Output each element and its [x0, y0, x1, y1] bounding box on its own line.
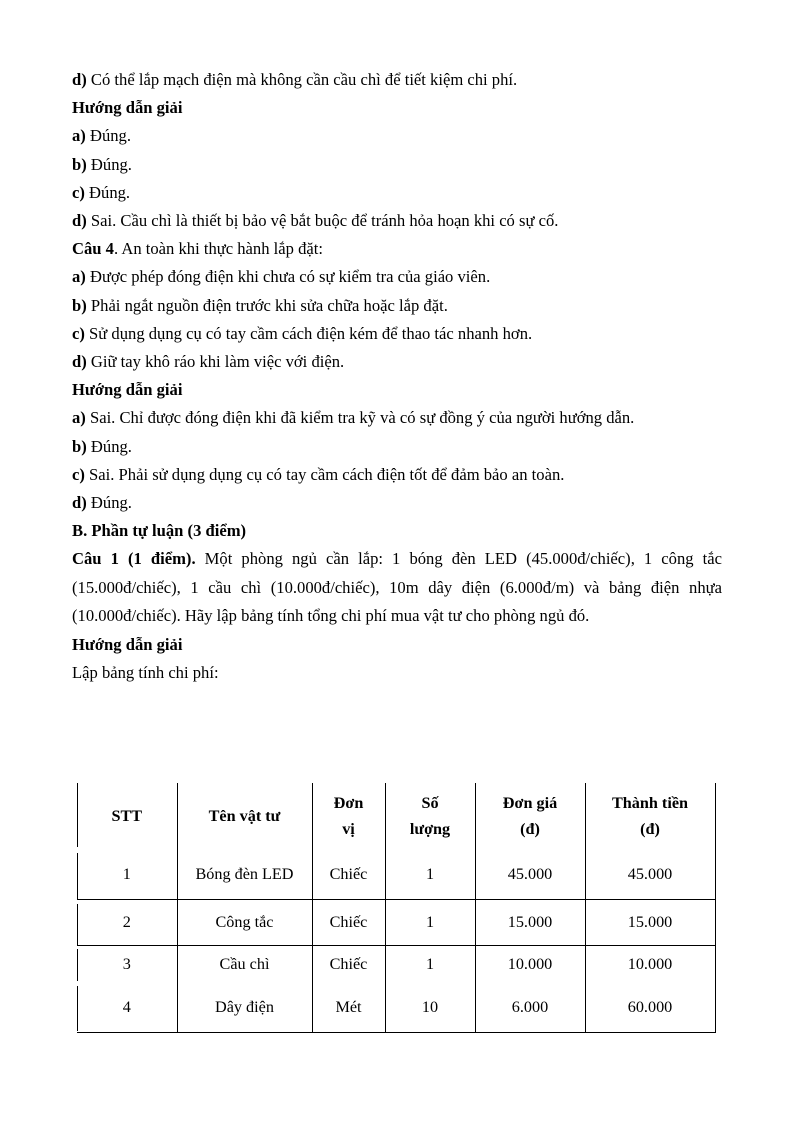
header-line-2: (đ)	[520, 820, 540, 838]
table-header-cell-don-vi	[312, 783, 385, 849]
essay-question-1	[72, 545, 722, 630]
answer-line-q4-ans-b	[72, 433, 722, 461]
header-line-1: Số	[421, 794, 439, 812]
essay-question-text: Một phòng ngủ cần lắp: 1 bóng đèn LED (45.000đ/chiếc), 1 công tắc (15.000đ/chiếc), 1 cầu chì (10.000đ/chiếc), 10m dây điện (6.000đ/m) và bảng điện nhựa (10.000đ/chiếc). Hãy lập bảng tính tổng chi phí mua vật tư cho phòng ngủ đó.	[72, 549, 722, 626]
cell-so-luong: 10	[385, 982, 475, 1033]
answer-line-q3-ans-a	[72, 122, 722, 150]
answer-line-q4-a	[72, 263, 722, 291]
header-line-2: (đ)	[640, 820, 660, 838]
answer-line-q4-ans-d	[72, 489, 722, 517]
answer-text: Đúng.	[84, 182, 131, 202]
answer-prefix: c)	[72, 323, 85, 343]
cell-ten-vat-tu: Công tắc	[177, 900, 312, 946]
question-text: . An toàn khi thực hành lắp đặt:	[113, 239, 323, 259]
cell-stt: 4	[77, 982, 177, 1033]
answer-line-q4-b	[72, 292, 722, 320]
heading-huong-dan-giai-3	[72, 631, 722, 659]
cell-don-gia: 6.000	[475, 982, 585, 1033]
answer-text: Sai. Cầu chì là thiết bị bảo vệ bắt buộc để tránh hỏa hoạn khi có sự cố.	[86, 211, 559, 231]
cell-don-vi: Chiếc	[312, 849, 385, 900]
cell-don-vi: Mét	[312, 982, 385, 1033]
answer-line-q4-ans-a	[72, 404, 722, 432]
table-row	[77, 900, 715, 946]
header-line-1: Đơn	[333, 794, 364, 812]
cell-ten-vat-tu: Cầu chì	[177, 946, 312, 983]
table-left-border-segment-row4	[77, 986, 78, 1031]
section-heading-b	[72, 517, 722, 545]
answer-text: Đúng.	[85, 126, 131, 146]
answer-prefix: a)	[72, 408, 86, 428]
answer-text: Giữ tay khô ráo khi làm việc với điện.	[86, 352, 345, 372]
answer-prefix: d)	[72, 493, 87, 513]
header-line-2: vị	[342, 820, 355, 838]
header-line-1: Thành tiền	[611, 794, 689, 812]
cost-table	[77, 783, 716, 1033]
answer-text: Được phép đóng điện khi chưa có sự kiểm tra của giáo viên.	[85, 267, 491, 287]
answer-line-q4-c	[72, 320, 722, 348]
cell-so-luong: 1	[385, 900, 475, 946]
table-left-border-segment-row1	[77, 853, 78, 900]
table-row	[77, 849, 715, 900]
answer-text: Sai. Phải sử dụng dụng cụ có tay cầm cách điện tốt để đảm bảo an toàn.	[84, 464, 565, 484]
table-header-cell-ten-vat-tu	[177, 783, 312, 849]
table-header-cell-so-luong	[385, 783, 475, 849]
cell-don-gia: 15.000	[475, 900, 585, 946]
cell-stt: 2	[77, 900, 177, 946]
answer-prefix: b)	[72, 154, 87, 174]
table-left-border-segment-header	[77, 783, 78, 847]
cell-don-gia: 10.000	[475, 946, 585, 983]
answer-prefix: c)	[72, 182, 85, 202]
answer-line-q3-d	[72, 66, 722, 94]
table-header-cell-don-gia	[475, 783, 585, 849]
cell-thanh-tien: 15.000	[585, 900, 715, 946]
cell-stt: 3	[77, 946, 177, 983]
cell-thanh-tien: 45.000	[585, 849, 715, 900]
answer-prefix: b)	[72, 295, 87, 315]
answer-text: Có thể lắp mạch điện mà không cần cầu chì để tiết kiệm chi phí.	[86, 70, 518, 89]
cell-stt: 1	[77, 849, 177, 900]
answer-line-q4-ans-c	[72, 461, 722, 489]
cell-thanh-tien: 10.000	[585, 946, 715, 983]
table-intro-text: Lập bảng tính chi phí:	[72, 662, 219, 682]
table-row	[77, 946, 715, 983]
answer-prefix: d)	[72, 70, 87, 89]
heading-text: Hướng dẫn giải	[72, 380, 183, 400]
essay-question-label: Câu 1 (1 điểm).	[72, 549, 196, 569]
cell-thanh-tien: 60.000	[585, 982, 715, 1033]
answer-line-q3-ans-d	[72, 207, 722, 235]
heading-text: Hướng dẫn giải	[72, 634, 183, 654]
heading-text: Hướng dẫn giải	[72, 98, 183, 118]
heading-huong-dan-giai-1	[72, 94, 722, 122]
header-line-1: Đơn giá	[502, 794, 558, 812]
cost-table-container	[77, 783, 715, 1031]
cell-so-luong: 1	[385, 849, 475, 900]
table-header-row	[77, 783, 715, 849]
table-row	[77, 982, 715, 1033]
table-left-border-segment-row3	[77, 949, 78, 981]
answer-prefix: b)	[72, 436, 87, 456]
answer-prefix: c)	[72, 464, 85, 484]
answer-line-q3-ans-c	[72, 179, 722, 207]
question-title-cau-4	[72, 235, 722, 263]
table-header-cell-thanh-tien	[585, 783, 715, 849]
heading-huong-dan-giai-2	[72, 376, 722, 404]
answer-line-q4-d	[72, 348, 722, 376]
question-number: Câu 4	[72, 239, 114, 259]
cell-ten-vat-tu: Bóng đèn LED	[177, 849, 312, 900]
table-left-border-segment-row2	[77, 904, 78, 945]
cell-so-luong: 1	[385, 946, 475, 983]
cell-don-vi: Chiếc	[312, 900, 385, 946]
answer-line-q3-ans-b	[72, 151, 722, 179]
header-line-1: Tên vật tư	[208, 807, 281, 825]
answer-text: Phải ngắt nguồn điện trước khi sửa chữa hoặc lắp đặt.	[86, 295, 448, 315]
answer-prefix: d)	[72, 211, 87, 231]
section-heading-text: B. Phần tự luận (3 điểm)	[72, 521, 247, 541]
answer-prefix: d)	[72, 352, 87, 372]
answer-text: Đúng.	[86, 154, 132, 174]
answer-prefix: a)	[72, 267, 86, 287]
answer-text: Đúng.	[86, 493, 132, 513]
answer-text: Sử dụng dụng cụ có tay cầm cách điện kém để thao tác nhanh hơn.	[84, 323, 533, 343]
document-body	[72, 66, 722, 687]
answer-text: Sai. Chỉ được đóng điện khi đã kiểm tra kỹ và có sự đồng ý của người hướng dẫn.	[85, 408, 635, 428]
answer-text: Đúng.	[86, 436, 132, 456]
answer-prefix: a)	[72, 126, 86, 146]
cell-ten-vat-tu: Dây điện	[177, 982, 312, 1033]
header-line-1: STT	[111, 807, 143, 825]
header-line-2: lượng	[409, 820, 451, 838]
table-header-cell-stt	[77, 783, 177, 849]
cell-don-gia: 45.000	[475, 849, 585, 900]
cell-don-vi: Chiếc	[312, 946, 385, 983]
